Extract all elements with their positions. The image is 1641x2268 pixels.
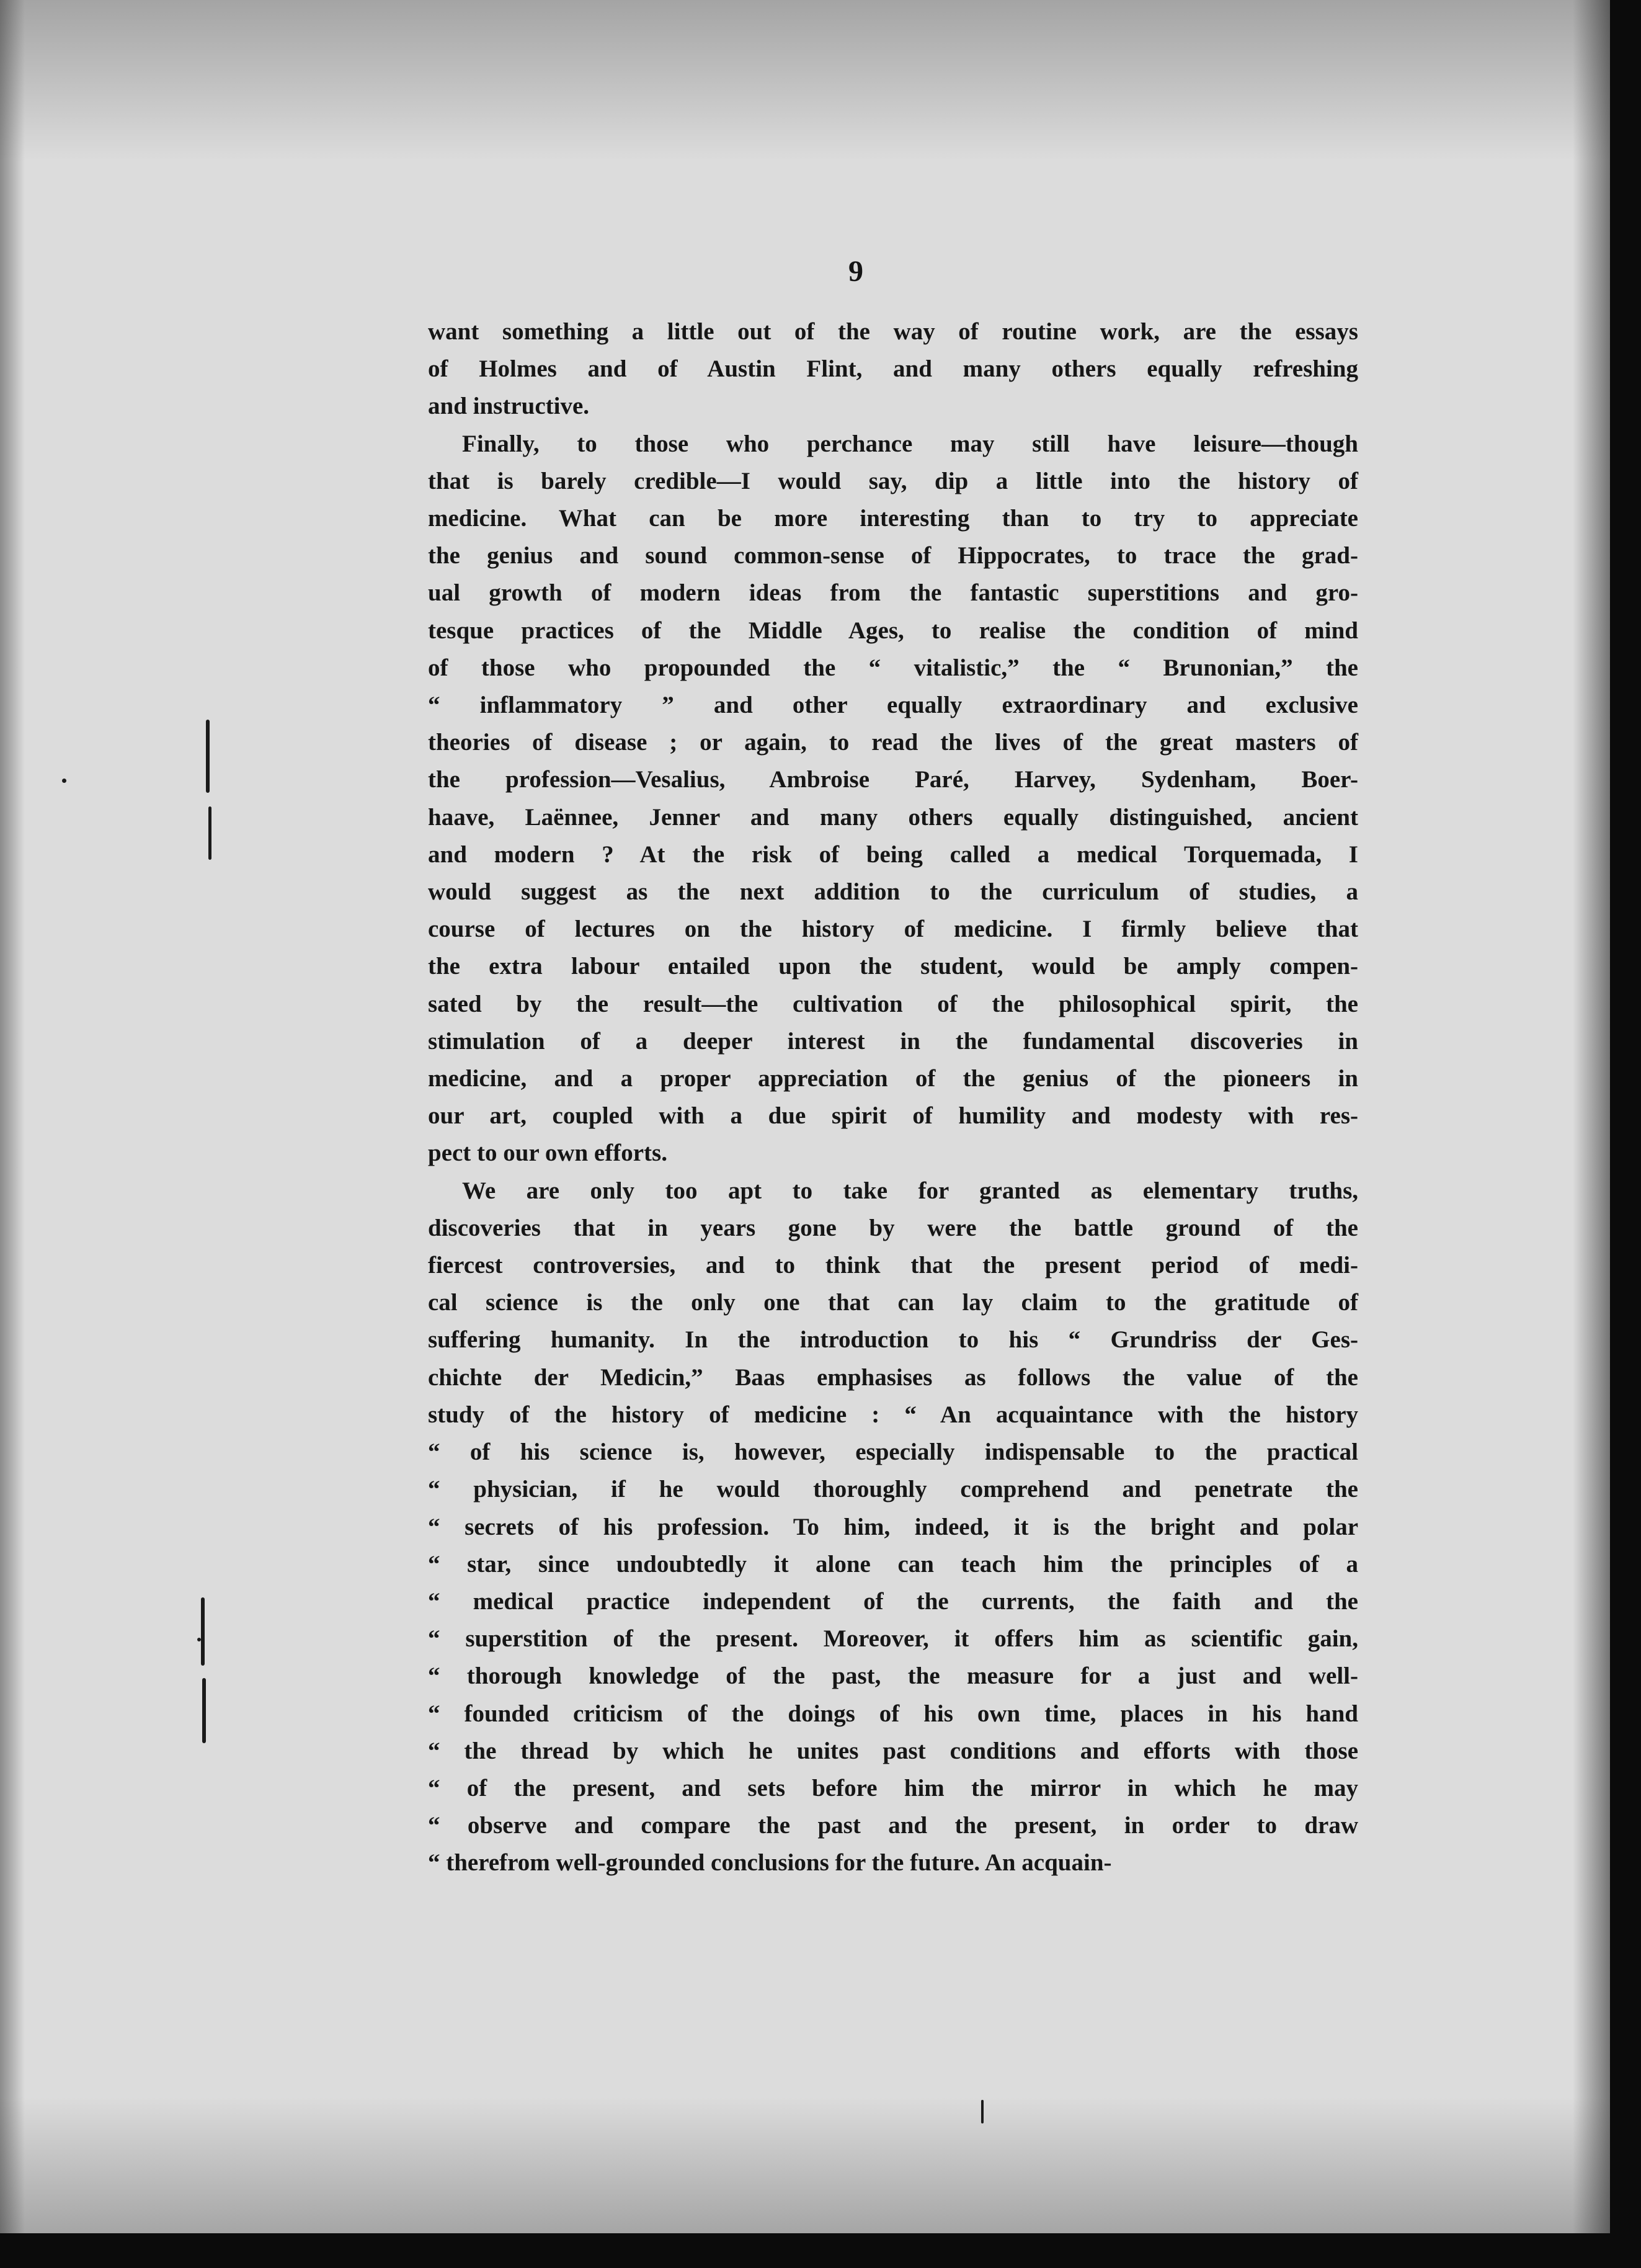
text-line: cal science is the only one that can lay claim to the gratitude of: [428, 1289, 1358, 1316]
text-line: ual growth of modern ideas from the fantastic superstitions and gro-: [428, 579, 1358, 607]
text-line: We are only too apt to take for granted as elementary truths,: [462, 1177, 1358, 1204]
text-line: haave, Laënnee, Jenner and many others equally distinguished, ancient: [428, 803, 1358, 831]
text-line: “ thorough knowledge of the past, the measure for a just and well-: [428, 1663, 1358, 1690]
text-line: suffering humanity. In the introduction to his “ Grundriss der Ges-: [428, 1326, 1358, 1354]
text-line: “ secrets of his profession. To him, indeed, it is the bright and polar: [428, 1513, 1358, 1540]
text-line: sated by the result—the cultivation of the philosophical spirit, the: [428, 990, 1358, 1017]
text-line: of those who propounded the “ vitalistic,” the “ Brunonian,” the: [428, 654, 1358, 681]
text-line: would suggest as the next addition to the curriculum of studies, a: [428, 878, 1358, 906]
text-line: want something a little out of the way of routine work, are the essays: [428, 318, 1358, 345]
text-line: “ inflammatory ” and other equally extraordinary and exclusive: [428, 692, 1358, 719]
text-line: “ observe and compare the past and the present, in order to draw: [428, 1812, 1358, 1839]
text-line: medicine. What can be more interesting than to try to appreciate: [428, 505, 1358, 532]
margin-dot-1: [62, 779, 66, 783]
text-line: our art, coupled with a due spirit of humility and modesty with res-: [428, 1102, 1358, 1130]
text-line: “ founded criticism of the doings of his own time, places in his hand: [428, 1700, 1358, 1727]
text-line: that is barely credible—I would say, dip a little into the history of: [428, 467, 1358, 494]
text-line: discoveries that in years gone by were the battle ground of the: [428, 1214, 1358, 1241]
text-line: fiercest controversies, and to think that the present period of medi-: [428, 1252, 1358, 1279]
right-page-shadow: [1573, 0, 1610, 2233]
text-line: stimulation of a deeper interest in the fundamental discoveries in: [428, 1027, 1358, 1055]
text-line: “ the thread by which he unites past conditions and efforts with those: [428, 1737, 1358, 1764]
text-line: and modern ? At the risk of being called a medical Torquemada, I: [428, 841, 1358, 868]
text-line: pect to our own efforts.: [428, 1140, 667, 1167]
text-line: the extra labour entailed upon the student, would be amply compen-: [428, 953, 1358, 980]
text-line: “ of his science is, however, especially indispensable to the practical: [428, 1439, 1358, 1466]
text-line: tesque practices of the Middle Ages, to realise the condition of mind: [428, 617, 1358, 644]
body-text: [428, 313, 1358, 1882]
paragraph: [428, 313, 1358, 426]
text-line: medicine, and a proper appreciation of the genius of the pioneers in: [428, 1065, 1358, 1092]
margin-mark-4: [202, 1678, 206, 1743]
margin-dot-2: [197, 1638, 201, 1641]
text-line: of Holmes and of Austin Flint, and many others equally refreshing: [428, 355, 1358, 383]
margin-mark-3: [201, 1597, 205, 1666]
paragraph: [428, 426, 1358, 1172]
margin-mark-1: [206, 720, 210, 793]
text-line: study of the history of medicine : “ An acquaintance with the history: [428, 1401, 1358, 1428]
text-line: and instructive.: [428, 393, 590, 420]
text-line: course of lectures on the history of medicine. I firmly believe that: [428, 916, 1358, 943]
text-line: “ superstition of the present. Moreover, it offers him as scientific gain,: [428, 1625, 1358, 1653]
text-line: “ star, since undoubtedly it alone can teach him the principles of a: [428, 1550, 1358, 1578]
paragraph: [428, 1172, 1358, 1882]
text-line: theories of disease ; or again, to read the lives of the great masters of: [428, 729, 1358, 756]
bottom-tick: [981, 2100, 984, 2123]
text-line: the genius and sound common-sense of Hippocrates, to trace the grad-: [428, 542, 1358, 569]
text-line: “ physician, if he would thoroughly comprehend and penetrate the: [428, 1476, 1358, 1503]
text-line: chichte der Medicin,” Baas emphasises as follows the value of the: [428, 1364, 1358, 1391]
text-line: “ medical practice independent of the currents, the faith and the: [428, 1587, 1358, 1615]
page-number: 9: [848, 255, 863, 288]
text-line: Finally, to those who perchance may still have leisure—though: [462, 430, 1358, 457]
text-line: the profession—Vesalius, Ambroise Paré, Harvey, Sydenham, Boer-: [428, 766, 1358, 793]
left-page-shadow: [0, 0, 25, 2233]
text-line: “ of the present, and sets before him the mirror in which he may: [428, 1774, 1358, 1801]
text-line: “ therefrom well-grounded conclusions for the future. An acquain-: [428, 1849, 1112, 1877]
margin-mark-2: [208, 806, 211, 860]
